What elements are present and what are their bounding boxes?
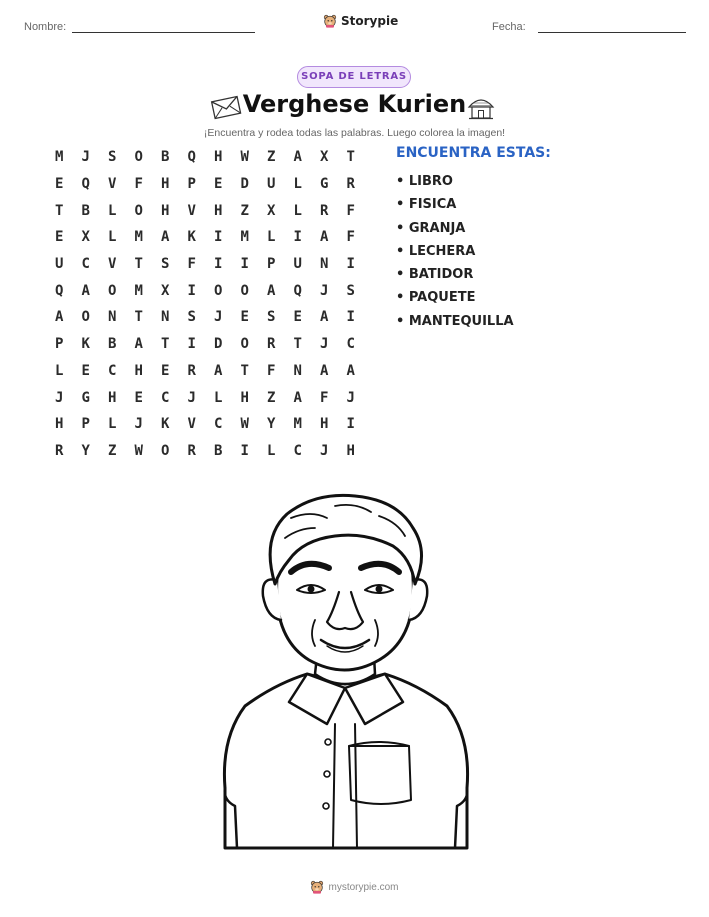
grid-cell[interactable]: C — [346, 336, 355, 353]
grid-cell[interactable]: K — [161, 416, 170, 433]
grid-cell[interactable]: A — [320, 362, 329, 379]
grid-cell[interactable]: J — [320, 282, 329, 299]
grid-cell[interactable]: E — [134, 389, 143, 406]
grid-cell[interactable]: C — [214, 416, 223, 433]
grid-cell[interactable]: T — [55, 202, 64, 219]
grid-cell[interactable]: A — [134, 336, 143, 353]
grid-cell[interactable]: I — [293, 229, 302, 246]
grid-cell[interactable]: C — [293, 442, 302, 459]
grid-cell[interactable]: N — [320, 256, 329, 273]
grid-cell[interactable]: M — [293, 416, 302, 433]
grid-cell[interactable]: O — [108, 282, 117, 299]
grid-cell[interactable]: W — [134, 442, 143, 459]
grid-cell[interactable]: T — [134, 256, 143, 273]
grid-cell[interactable]: N — [108, 309, 117, 326]
grid-cell[interactable]: E — [214, 176, 223, 193]
grid-cell[interactable]: O — [134, 149, 143, 166]
grid-cell[interactable]: H — [55, 416, 64, 433]
word-list — [396, 170, 514, 333]
grid-cell[interactable]: M — [240, 229, 249, 246]
grid-cell[interactable]: I — [187, 282, 196, 299]
name-line[interactable] — [72, 32, 255, 33]
grid-cell[interactable]: I — [346, 416, 355, 433]
grid-cell[interactable]: W — [240, 149, 249, 166]
grid-cell[interactable]: H — [214, 149, 223, 166]
grid-cell[interactable]: B — [214, 442, 223, 459]
grid-cell[interactable]: J — [134, 416, 143, 433]
grid-cell[interactable]: K — [187, 229, 196, 246]
grid-cell[interactable]: H — [134, 362, 143, 379]
instructions: ¡Encuentra y rodea todas las palabras. Luego colorea la imagen! — [203, 127, 506, 139]
grid-cell[interactable]: Z — [240, 202, 249, 219]
grid-cell[interactable]: S — [108, 149, 117, 166]
grid-cell[interactable]: L — [108, 229, 117, 246]
footer-url[interactable]: mystorypie.com — [328, 881, 399, 893]
grid-cell[interactable]: A — [293, 389, 302, 406]
grid-cell[interactable]: O — [240, 282, 249, 299]
grid-cell[interactable]: S — [267, 309, 276, 326]
grid-cell[interactable]: E — [55, 229, 64, 246]
grid-cell[interactable]: L — [108, 416, 117, 433]
grid-cell[interactable]: H — [161, 202, 170, 219]
grid-cell[interactable]: X — [320, 149, 329, 166]
grid-cell[interactable]: N — [161, 309, 170, 326]
grid-cell[interactable]: X — [267, 202, 276, 219]
grid-cell[interactable]: D — [240, 176, 249, 193]
grid-cell[interactable]: O — [240, 336, 249, 353]
grid-cell[interactable]: V — [187, 202, 196, 219]
date-label: Fecha: — [492, 21, 526, 33]
grid-cell[interactable]: L — [293, 176, 302, 193]
grid-cell[interactable]: U — [55, 256, 64, 273]
grid-cell[interactable]: H — [108, 389, 117, 406]
grid-cell[interactable]: T — [134, 309, 143, 326]
grid-cell[interactable]: L — [293, 202, 302, 219]
grid-cell[interactable]: E — [161, 362, 170, 379]
grid-cell[interactable]: H — [161, 176, 170, 193]
grid-cell[interactable]: O — [161, 442, 170, 459]
grid-cell[interactable]: H — [320, 416, 329, 433]
grid-cell[interactable]: A — [214, 362, 223, 379]
grid-cell[interactable]: G — [81, 389, 90, 406]
grid-cell[interactable]: O — [81, 309, 90, 326]
grid-cell[interactable]: B — [161, 149, 170, 166]
page-title: Verghese Kurien — [242, 90, 467, 118]
grid-cell[interactable]: O — [214, 282, 223, 299]
grid-cell[interactable]: A — [320, 309, 329, 326]
grid-cell[interactable]: Y — [267, 416, 276, 433]
grid-cell[interactable]: E — [55, 176, 64, 193]
grid-cell[interactable]: M — [55, 149, 64, 166]
grid-cell[interactable]: X — [81, 229, 90, 246]
grid-cell[interactable]: M — [134, 229, 143, 246]
grid-cell[interactable]: R — [187, 442, 196, 459]
grid-cell[interactable]: I — [240, 442, 249, 459]
grid-cell[interactable]: Q — [81, 176, 90, 193]
grid-cell[interactable]: T — [240, 362, 249, 379]
grid-cell[interactable]: X — [161, 282, 170, 299]
grid-cell[interactable]: T — [293, 336, 302, 353]
grid-cell[interactable]: L — [267, 442, 276, 459]
grid-cell[interactable]: A — [81, 282, 90, 299]
grid-cell[interactable]: R — [55, 442, 64, 459]
word-item: • MANTEQUILLA — [396, 313, 514, 329]
grid-cell[interactable]: T — [346, 149, 355, 166]
grid-cell[interactable]: E — [81, 362, 90, 379]
grid-cell[interactable]: F — [320, 389, 329, 406]
grid-cell[interactable]: C — [108, 362, 117, 379]
grid-cell[interactable]: V — [108, 256, 117, 273]
grid-cell[interactable]: J — [214, 309, 223, 326]
worksheet-type-badge: SOPA DE LETRAS — [297, 66, 411, 88]
grid-cell[interactable]: H — [214, 202, 223, 219]
grid-cell[interactable]: O — [134, 202, 143, 219]
grid-cell[interactable]: Q — [55, 282, 64, 299]
grid-cell[interactable]: I — [214, 229, 223, 246]
grid-cell[interactable]: A — [346, 362, 355, 379]
grid-cell[interactable]: R — [320, 202, 329, 219]
name-label: Nombre: — [24, 21, 67, 33]
bear-icon — [323, 14, 337, 28]
grid-cell[interactable]: S — [161, 256, 170, 273]
grid-cell[interactable]: Q — [293, 282, 302, 299]
grid-cell[interactable]: C — [81, 256, 90, 273]
grid-cell[interactable]: I — [187, 336, 196, 353]
word-item: • BATIDOR — [396, 267, 474, 283]
grid-cell[interactable]: N — [293, 362, 302, 379]
grid-cell[interactable]: F — [187, 256, 196, 273]
word-item: • LIBRO — [396, 174, 453, 189]
footer — [0, 880, 709, 894]
grid-cell[interactable]: V — [187, 416, 196, 433]
grid-cell[interactable]: F — [346, 202, 355, 219]
grid-cell[interactable]: P — [55, 336, 64, 353]
grid-cell[interactable]: Q — [187, 149, 196, 166]
grid-cell[interactable]: G — [320, 176, 329, 193]
grid-cell[interactable]: M — [134, 282, 143, 299]
grid-cell[interactable]: V — [108, 176, 117, 193]
word-item: • GRANJA — [396, 220, 466, 236]
grid-cell[interactable]: U — [293, 256, 302, 273]
grid-cell[interactable]: Y — [81, 442, 90, 459]
grid-cell[interactable]: A — [320, 229, 329, 246]
grid-cell[interactable]: S — [187, 309, 196, 326]
grid-cell[interactable]: I — [346, 309, 355, 326]
grid-cell[interactable]: B — [108, 336, 117, 353]
grid-cell[interactable]: A — [161, 229, 170, 246]
grid-cell[interactable]: F — [346, 229, 355, 246]
grid-cell[interactable]: L — [55, 362, 64, 379]
grid-cell[interactable]: P — [187, 176, 196, 193]
word-item: • LECHERA — [396, 243, 476, 259]
grid-cell[interactable]: W — [240, 416, 249, 433]
word-item: • PAQUETE — [396, 290, 476, 306]
grid-cell[interactable]: L — [108, 202, 117, 219]
hut-icon — [466, 93, 496, 121]
grid-cell[interactable]: C — [161, 389, 170, 406]
grid-cell[interactable]: F — [267, 362, 276, 379]
bear-icon — [310, 880, 324, 894]
grid-cell[interactable]: T — [161, 336, 170, 353]
grid-cell[interactable]: J — [346, 389, 355, 406]
grid-cell[interactable]: D — [214, 336, 223, 353]
grid-cell[interactable]: P — [81, 416, 90, 433]
grid-cell[interactable]: U — [267, 176, 276, 193]
grid-cell[interactable]: A — [293, 149, 302, 166]
grid-cell[interactable]: J — [320, 336, 329, 353]
grid-cell[interactable]: R — [267, 336, 276, 353]
grid-cell[interactable]: H — [240, 389, 249, 406]
grid-cell[interactable]: K — [81, 336, 90, 353]
word-list-title: ENCUENTRA ESTAS: — [396, 145, 551, 161]
grid-cell[interactable]: J — [55, 389, 64, 406]
grid-cell[interactable]: J — [320, 442, 329, 459]
word-item: • FISICA — [396, 197, 457, 213]
grid-cell[interactable]: I — [214, 256, 223, 273]
grid-cell[interactable]: H — [346, 442, 355, 459]
grid-cell[interactable]: L — [267, 229, 276, 246]
grid-cell[interactable]: I — [346, 256, 355, 273]
grid-cell[interactable]: Z — [267, 389, 276, 406]
grid-cell[interactable]: L — [214, 389, 223, 406]
grid-cell[interactable]: F — [134, 176, 143, 193]
grid-cell[interactable]: R — [346, 176, 355, 193]
brand-logo — [323, 14, 398, 28]
brand-name: Storypie — [341, 14, 399, 28]
date-line[interactable] — [538, 32, 686, 33]
grid-cell[interactable]: E — [293, 309, 302, 326]
grid-cell[interactable]: A — [267, 282, 276, 299]
grid-cell[interactable]: P — [267, 256, 276, 273]
grid-cell[interactable]: S — [346, 282, 355, 299]
grid-cell[interactable]: Z — [108, 442, 117, 459]
grid-cell[interactable]: Z — [267, 149, 276, 166]
grid-cell[interactable]: B — [81, 202, 90, 219]
elderly-man-coloring-illustration — [215, 488, 477, 854]
grid-cell[interactable]: E — [240, 309, 249, 326]
grid-cell[interactable]: J — [81, 149, 90, 166]
grid-cell[interactable]: A — [55, 309, 64, 326]
grid-cell[interactable]: I — [240, 256, 249, 273]
letter-grid[interactable] — [46, 144, 364, 464]
grid-cell[interactable]: R — [187, 362, 196, 379]
grid-cell[interactable]: J — [187, 389, 196, 406]
